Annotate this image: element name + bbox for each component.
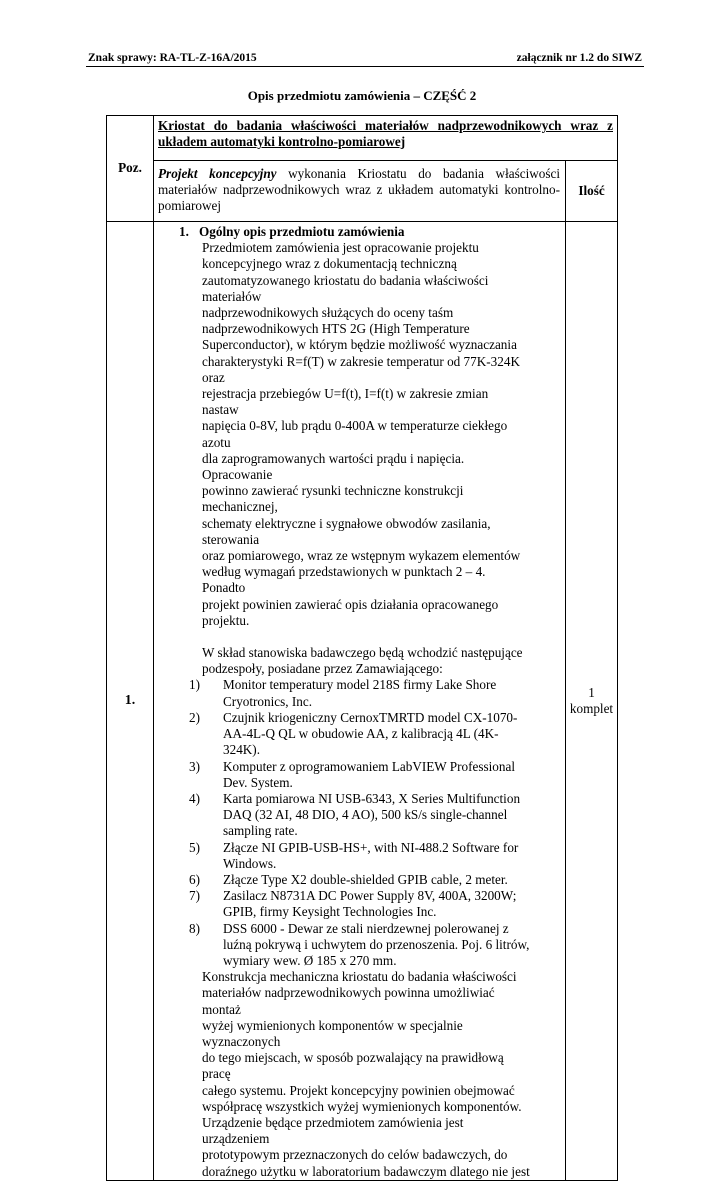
description-cell — [154, 222, 566, 1181]
list-item — [165, 791, 561, 840]
text-line: charakterystyki R=f(T) w zakresie temperatur od 77K-324K oraz — [202, 353, 520, 385]
text-line: W skład stanowiska badawczego będą wchodzić następujące — [202, 645, 523, 661]
list-item — [165, 710, 561, 759]
closing-paragraph — [165, 969, 561, 1180]
main-title-cell — [154, 116, 618, 161]
ilosc-header: Ilość — [566, 161, 618, 222]
list-item-line: Złącze NI GPIB-USB-HS+, with NI-488.2 Software for — [223, 839, 519, 855]
text-line: Konstrukcja mechaniczna kriostatu do badania właściwości — [202, 969, 517, 985]
project-description — [154, 161, 566, 222]
list-item-number: 8) — [189, 920, 200, 936]
list-item — [165, 677, 561, 709]
text-line: napięcia 0-8V, lub prądu 0-400A w temperaturze ciekłego azotu — [202, 418, 508, 450]
text-line: współpracę wszystkich wyżej wymienionych komponentów. — [202, 1098, 522, 1114]
list-item-line: Czujnik kriogeniczny CernoxTMRTD model CX-1070- — [223, 709, 518, 725]
text-line: według wymagań przedstawionych w punktach 2 – 4. Ponadto — [202, 564, 486, 596]
text-line: dla zaprogramowanych wartości prądu i napięcia. Opracowanie — [202, 450, 465, 483]
text-line: całego systemu. Projekt koncepcyjny powinien obejmować — [202, 1082, 515, 1098]
section-heading — [165, 224, 561, 240]
list-item-line: sampling rate. — [223, 823, 298, 839]
list-item-number: 1) — [189, 677, 200, 693]
text-line: wyżej wymienionych komponentów w specjalnie wyznaczonych — [202, 1017, 463, 1049]
main-title-line2: układem automatyki kontrolno-pomiarowej — [158, 134, 406, 150]
quantity-unit: komplet — [569, 700, 614, 716]
list-item-line: Windows. — [223, 855, 277, 871]
list-item-line: Cryotronics, Inc. — [223, 693, 312, 709]
main-title-line1: Kriostat do badania właściwości materiałów nadprzewodnikowych wraz z — [158, 118, 613, 133]
quantity-cell — [566, 222, 618, 1181]
list-item — [165, 888, 561, 920]
text-line: podzespoły, posiadane przez Zamawiającego: — [202, 661, 443, 677]
case-number: Znak sprawy: RA-TL-Z-16A/2015 — [88, 52, 257, 64]
quantity-value: 1 — [588, 684, 595, 700]
text-line: Urządzenie będące przedmiotem zamówienia jest urządzeniem — [202, 1114, 464, 1147]
list-item-line: Monitor temperatury model 218S firmy Lake Shore — [223, 677, 497, 693]
project-text: wykonania Kriostatu do badania właściwości materiałów nadprzewodnikowych wraz z układem automatyki kontrolno-pomiarowej — [158, 166, 560, 214]
page-header — [88, 52, 642, 64]
list-item-line: wymiary wew. Ø 185 x 270 mm. — [223, 952, 397, 968]
text-line: zautomatyzowanego kriostatu do badania właściwości materiałów — [202, 272, 489, 304]
list-item-line: DAQ (32 AI, 48 DIO, 4 AO), 500 kS/s single-channel — [223, 807, 508, 823]
text-line: rejestracja przebiegów U=f(t), I=f(t) w zakresie zmian nastaw — [202, 386, 489, 418]
text-line: doraźnego użytku w laboratorium badawczym dlatego nie jest — [202, 1163, 530, 1179]
list-item — [165, 840, 561, 872]
text-line: materiałów nadprzewodnikowych powinna umożliwiać montaż — [202, 985, 495, 1017]
text-line: powinno zawierać rysunki techniczne konstrukcji mechanicznej, — [202, 483, 464, 515]
list-item-line: 324K). — [223, 742, 260, 758]
list-item-line: Zasilacz N8731A DC Power Supply 8V, 400A, 3200W; — [223, 888, 517, 904]
components-intro — [165, 645, 561, 677]
text-line: prototypowym przeznaczonych do celów badawczych, do — [202, 1147, 508, 1163]
list-item-line: Złącze Type X2 double-shielded GPIB cable, 2 meter. — [223, 871, 508, 887]
intro-paragraph — [165, 240, 561, 629]
list-item — [165, 759, 561, 791]
attachment-label: załącznik nr 1.2 do SIWZ — [516, 52, 642, 64]
list-item-number: 5) — [189, 839, 200, 855]
poz-header: Poz. — [107, 116, 154, 222]
list-item-line: GPIB, firmy Keysight Technologies Inc. — [223, 904, 437, 920]
table-header-row — [107, 116, 618, 161]
text-line: Przedmiotem zamówienia jest opracowanie projektu — [202, 240, 479, 256]
list-item-line: Karta pomiarowa NI USB-6343, X Series Multifunction — [223, 790, 521, 806]
list-item-line: DSS 6000 - Dewar ze stali nierdzewnej polerowanej z — [223, 920, 509, 936]
list-item — [165, 872, 561, 888]
text-line: do tego miejscach, w sposób pozwalający na prawidłową pracę — [202, 1050, 504, 1082]
project-row — [107, 161, 618, 222]
list-item-number: 3) — [189, 758, 200, 774]
list-item-number: 4) — [189, 790, 200, 806]
text-line: nadprzewodnikowych HTS 2G (High Temperature — [202, 321, 470, 337]
text-line: schematy elektryczne i sygnałowe obwodów zasilania, sterowania — [202, 515, 491, 547]
project-label: Projekt koncepcyjny — [158, 166, 277, 181]
list-item-line: luźną pokrywą i uchwytem do przenoszenia. Poj. 6 litrów, — [223, 936, 530, 952]
list-item-number: 6) — [189, 871, 200, 887]
header-rule — [86, 66, 644, 67]
section-title: Ogólny opis przedmiotu zamówienia — [199, 224, 405, 239]
list-item — [165, 921, 561, 970]
list-item-line: Dev. System. — [223, 774, 293, 790]
text-line: Superconductor), w którym będzie możliwość wyznaczania — [202, 337, 517, 353]
specification-table — [106, 115, 618, 1181]
list-item-number: 2) — [189, 709, 200, 725]
text-line: koncepcyjnego wraz z dokumentacją techniczną — [202, 256, 457, 272]
text-line: projekt powinien zawierać opis działania opracowanego projektu. — [202, 596, 499, 628]
text-line: oraz pomiarowego, wraz ze wstępnym wykazem elementów — [202, 548, 521, 564]
document-title: Opis przedmiotu zamówienia – CZĘŚĆ 2 — [247, 88, 477, 103]
table-row — [107, 222, 618, 1181]
text-line: nadprzewodnikowych służących do oceny taśm — [202, 305, 454, 321]
list-item-number: 7) — [189, 888, 200, 904]
list-item-line: Komputer z oprogramowaniem LabVIEW Professional — [223, 758, 515, 774]
components-list — [165, 677, 561, 969]
section-number: 1. — [179, 224, 189, 239]
row-number: 1. — [107, 222, 154, 1181]
list-item-line: AA-4L-Q QL w obudowie AA, z kalibracją 4L (4K- — [223, 726, 499, 742]
